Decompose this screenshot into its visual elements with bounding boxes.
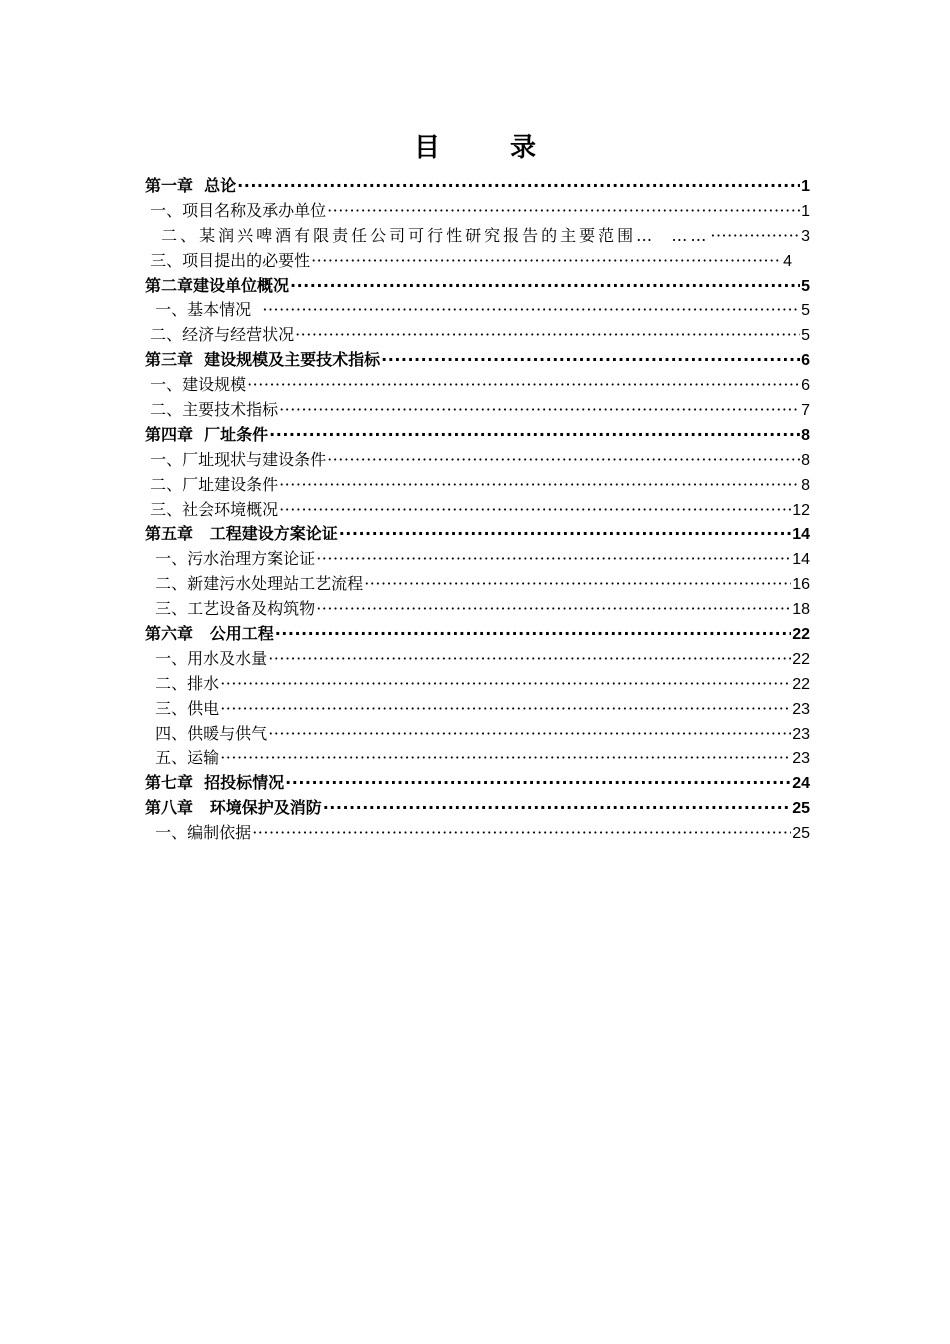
toc-page-number: 22: [792, 650, 810, 668]
toc-dot-leader: [268, 722, 791, 747]
toc-dot-leader: [339, 522, 791, 547]
toc-page-number: 18: [792, 601, 810, 619]
toc-dot-leader: [290, 274, 800, 299]
toc-section-entry[interactable]: [145, 498, 810, 523]
toc-dot-leader: [220, 697, 791, 722]
toc-entry-label: 第八章 环境保护及消防: [145, 798, 322, 818]
toc-dot-leader: [237, 174, 800, 199]
toc-entry-label: 三、社会环境概况: [145, 499, 279, 519]
toc-dot-leader: [381, 348, 800, 373]
toc-chapter-entry[interactable]: [145, 622, 810, 647]
toc-dot-leader: [220, 746, 791, 771]
toc-chapter-entry[interactable]: [145, 174, 810, 199]
toc-dot-leader: [710, 224, 800, 249]
toc-chapter-entry[interactable]: [145, 796, 810, 821]
toc-section-entry[interactable]: [145, 647, 810, 672]
toc-dot-leader: [323, 796, 791, 821]
toc-entry-label: 第二章建设单位概况: [145, 275, 290, 295]
toc-page-number: 5: [801, 277, 810, 295]
toc-page-number: 23: [792, 700, 810, 718]
toc-dot-leader: [279, 498, 791, 523]
toc-page-number: 25: [792, 825, 810, 843]
toc-dot-leader: [316, 547, 791, 572]
toc-section-entry[interactable]: [145, 249, 810, 274]
toc-section-entry[interactable]: [145, 298, 810, 323]
toc-dot-leader: [269, 423, 800, 448]
toc-entry-label: 第六章 公用工程: [145, 624, 274, 644]
toc-section-entry[interactable]: [145, 697, 810, 722]
toc-entry-label: 一、厂址现状与建设条件: [145, 449, 327, 469]
toc-chapter-entry[interactable]: [145, 274, 810, 299]
toc-section-entry[interactable]: [145, 373, 810, 398]
toc-section-entry[interactable]: [145, 672, 810, 697]
toc-dot-leader: [220, 672, 791, 697]
toc-section-entry[interactable]: [145, 547, 810, 572]
table-of-contents: [145, 174, 810, 846]
toc-dot-leader: [311, 249, 782, 274]
toc-page-number: 7: [801, 402, 810, 420]
toc-page-number: 14: [792, 526, 810, 544]
toc-section-entry[interactable]: [145, 473, 810, 498]
toc-page-number: 4: [783, 252, 792, 270]
toc-dot-leader: [275, 622, 791, 647]
toc-page-number: 14: [792, 551, 810, 569]
toc-page-number: 5: [801, 327, 810, 345]
toc-entry-label: 三、项目提出的必要性: [145, 250, 311, 270]
toc-entry-label: 第七章 招投标情况: [145, 773, 285, 793]
toc-page-number: 6: [801, 377, 810, 395]
toc-page-number: 22: [792, 626, 810, 644]
toc-entry-label: 一、污水治理方案论证: [145, 549, 316, 569]
toc-dot-leader: [262, 298, 800, 323]
toc-dot-leader: [364, 572, 791, 597]
toc-dot-leader: [316, 597, 791, 622]
toc-section-entry[interactable]: [145, 398, 810, 423]
toc-page-number: 8: [801, 426, 810, 444]
toc-dot-leader: [247, 373, 800, 398]
toc-entry-label: 三、工艺设备及构筑物: [145, 599, 316, 619]
toc-entry-label: 二、主要技术指标: [145, 400, 279, 420]
toc-entry-label: 二、经济与经营状况: [145, 325, 295, 345]
toc-entry-label: 第一章 总论: [145, 176, 237, 195]
toc-entry-label: 一、基本情况: [145, 300, 262, 320]
toc-page-number: 8: [801, 451, 810, 469]
toc-entry-label: 一、用水及水量: [145, 648, 268, 668]
toc-dot-leader: [268, 647, 791, 672]
toc-chapter-entry[interactable]: [145, 423, 810, 448]
toc-page-number: 1: [801, 178, 810, 195]
toc-entry-label: 二、厂址建设条件: [145, 474, 279, 494]
toc-dot-leader: [279, 398, 800, 423]
toc-dot-leader: [285, 771, 791, 796]
toc-dot-leader: [327, 448, 800, 473]
toc-page-number: 23: [792, 750, 810, 768]
toc-chapter-entry[interactable]: [145, 771, 810, 796]
toc-chapter-entry[interactable]: [145, 522, 810, 547]
toc-entry-label: 二、排水: [145, 673, 220, 693]
toc-page-number: 12: [792, 501, 810, 519]
toc-entry-label: 第五章 工程建设方案论证: [145, 524, 338, 544]
toc-entry-label: 二、新建污水处理站工艺流程: [145, 574, 364, 594]
toc-section-entry[interactable]: [145, 722, 810, 747]
toc-page-number: 8: [801, 476, 810, 494]
toc-page-number: 5: [801, 302, 810, 320]
toc-dot-leader: [279, 473, 800, 498]
toc-entry-label: 三、供电: [145, 698, 220, 718]
toc-page-number: 3: [801, 227, 810, 245]
toc-page-number: 23: [792, 725, 810, 743]
toc-dot-leader: [295, 323, 800, 348]
toc-entry-label: 二、某润兴啤酒有限责任公司可行性研究报告的主要范围… ……: [145, 225, 710, 245]
toc-entry-label: 第四章 厂址条件: [145, 424, 269, 444]
toc-entry-label: 一、编制依据: [145, 823, 252, 843]
toc-section-entry[interactable]: [145, 199, 810, 224]
toc-entry-label: 五、运输: [145, 748, 220, 768]
toc-page-number: 1: [801, 202, 810, 220]
toc-title: 目 录: [413, 133, 558, 163]
toc-page-number: 16: [792, 576, 810, 594]
toc-chapter-entry[interactable]: [145, 348, 810, 373]
toc-dot-leader: [327, 199, 800, 224]
toc-page-number: 6: [801, 352, 810, 370]
toc-section-entry[interactable]: [145, 323, 810, 348]
toc-section-entry[interactable]: [145, 224, 810, 249]
toc-entry-label: 一、建设规模: [145, 375, 247, 395]
toc-section-entry[interactable]: [145, 821, 810, 846]
toc-page-number: 22: [792, 675, 810, 693]
toc-section-entry[interactable]: [145, 597, 810, 622]
toc-entry-label: 四、供暖与供气: [145, 723, 268, 743]
toc-page-number: 25: [792, 800, 810, 818]
toc-page-number: 24: [792, 775, 810, 793]
toc-section-entry[interactable]: [145, 572, 810, 597]
toc-section-entry[interactable]: [145, 746, 810, 771]
toc-dot-leader: [252, 821, 791, 846]
toc-section-entry[interactable]: [145, 448, 810, 473]
toc-entry-label: 一、项目名称及承办单位: [145, 200, 327, 220]
toc-entry-label: 第三章 建设规模及主要技术指标: [145, 350, 381, 370]
